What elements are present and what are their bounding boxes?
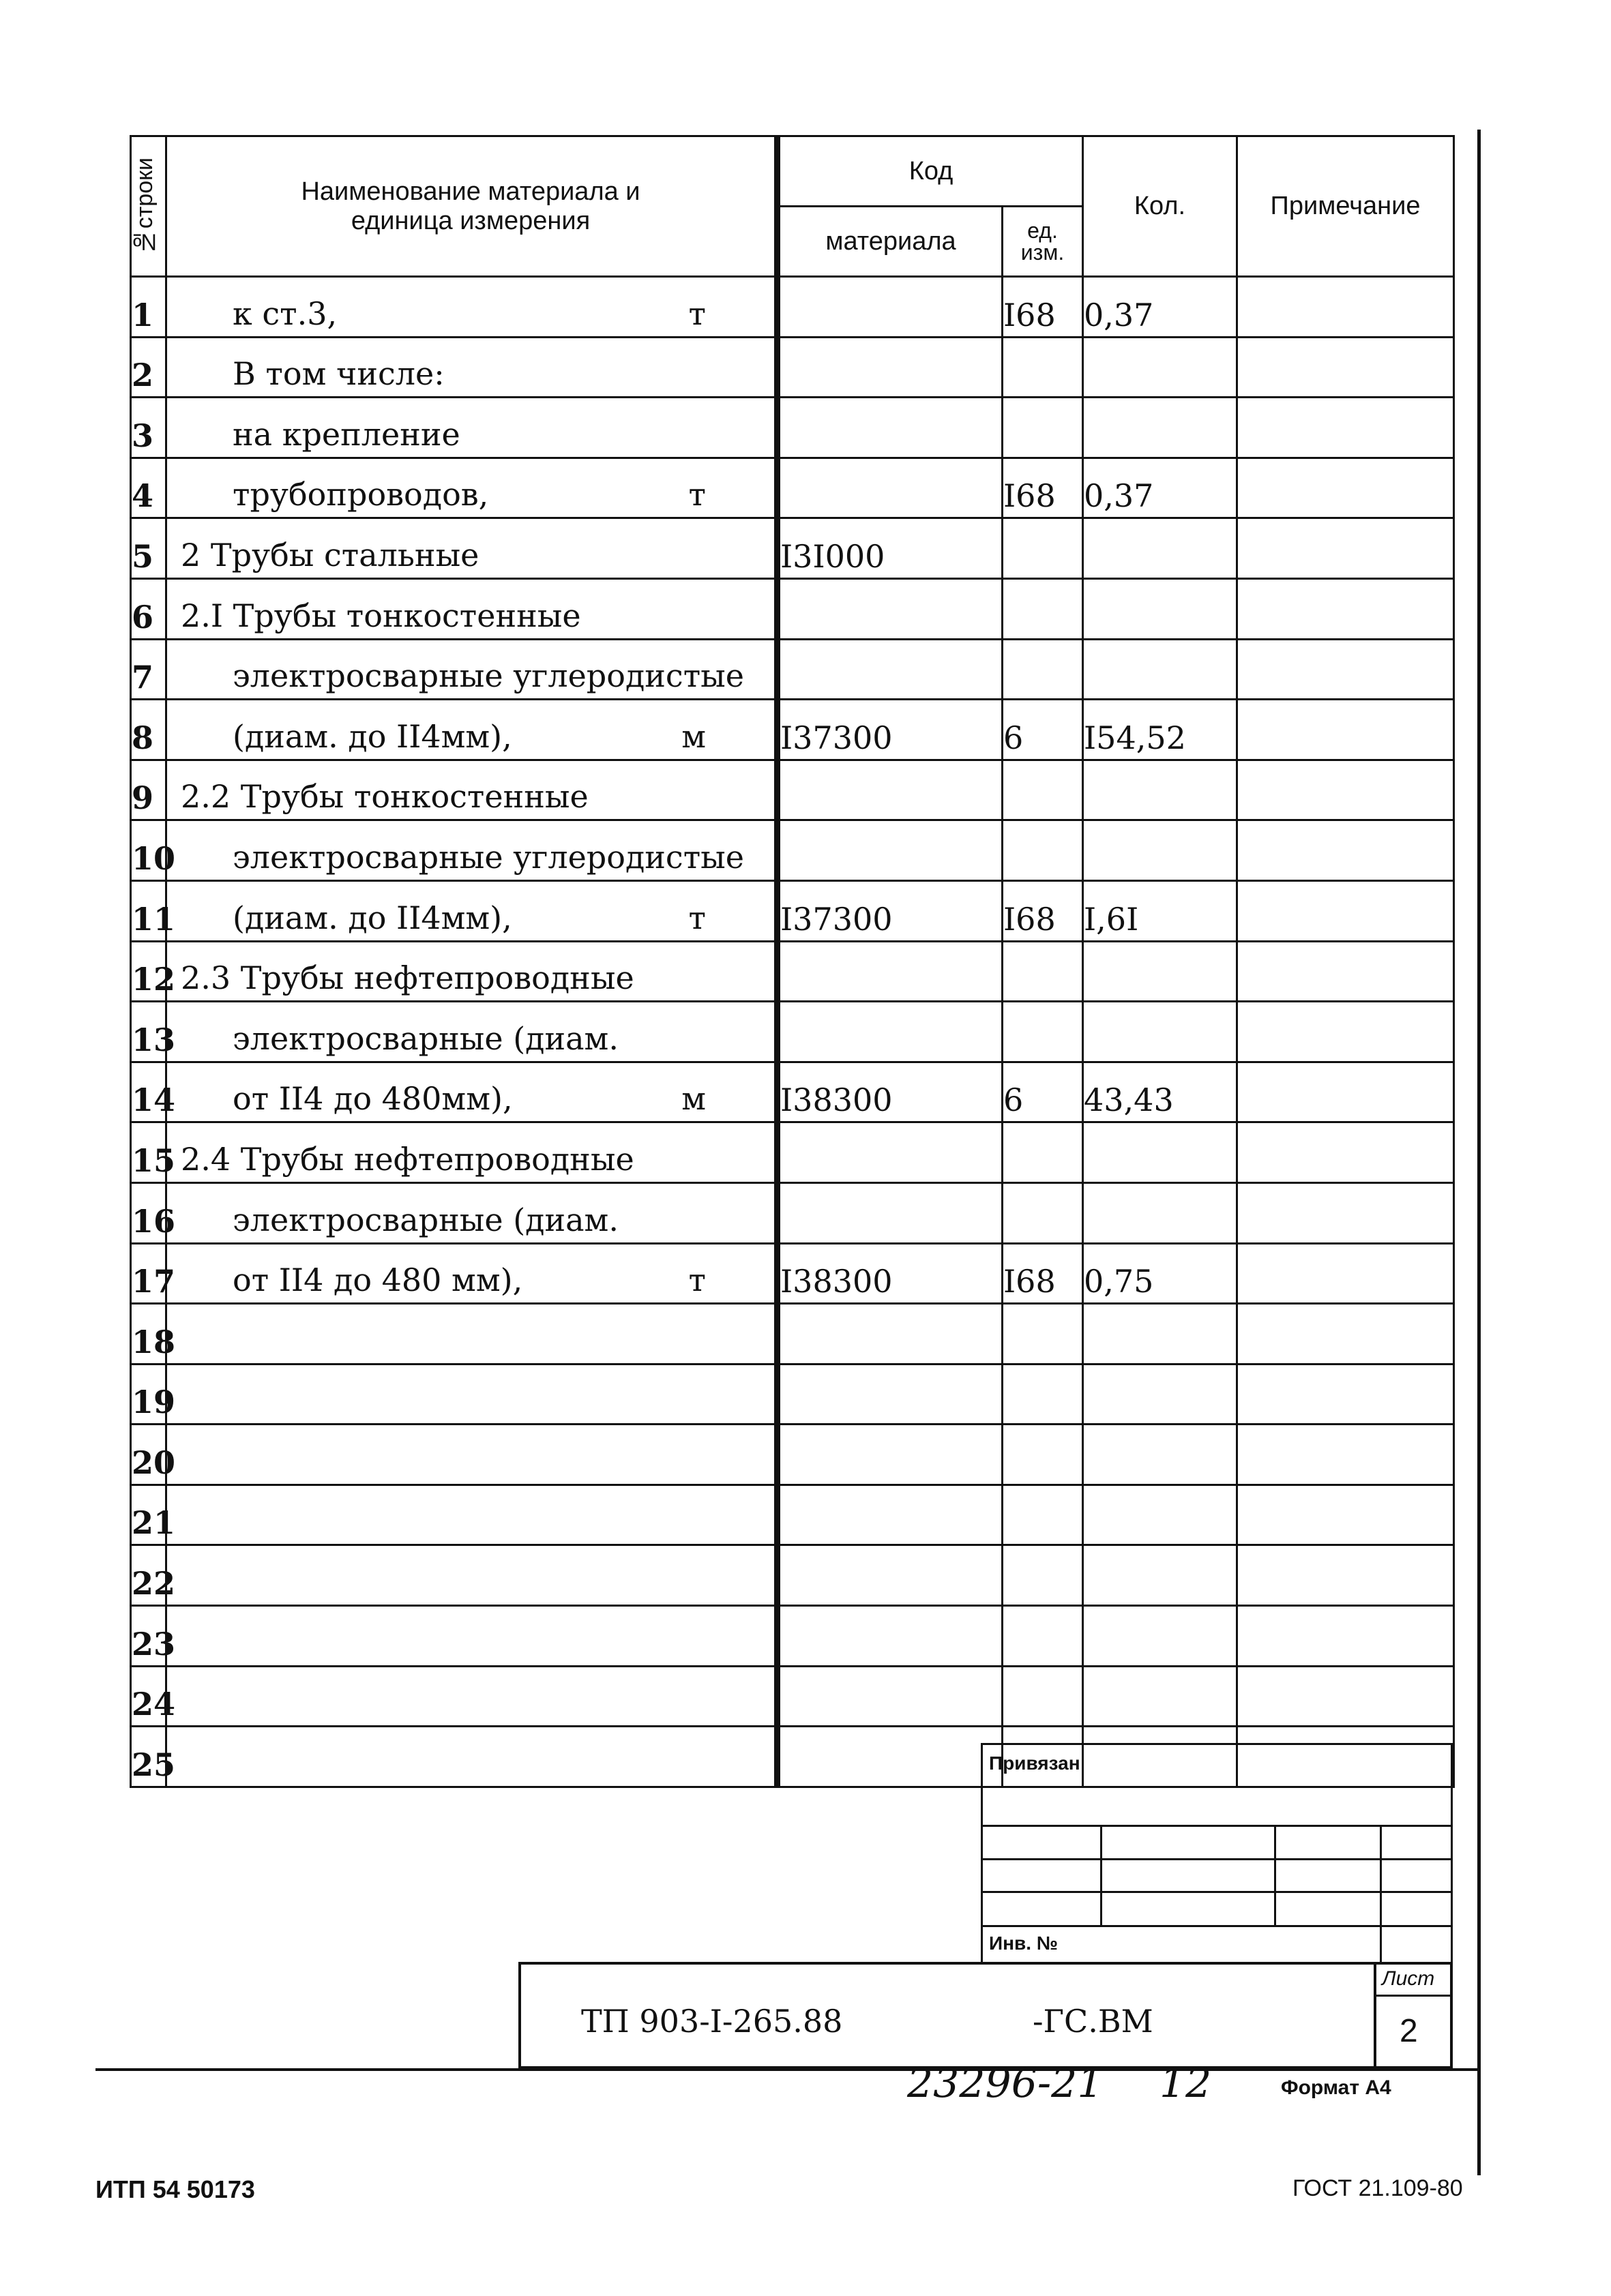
table-row [131,639,1454,700]
table-row [131,1002,1454,1062]
table-row [131,820,1454,881]
header-name-line1: Наименование материала и [301,177,640,206]
row-name-cell [166,1545,778,1606]
row-unit-code [1003,820,1083,881]
row-note [1237,1062,1454,1122]
document-code: ТП 903-I-265.88 [581,2003,843,2040]
row-material-code: I38300 [778,1062,1003,1122]
header-row-number-label: №строки [132,158,158,255]
row-quantity: 0,37 [1083,277,1237,338]
row-unit-code [1003,1122,1083,1183]
row-unit-code [1003,1485,1083,1545]
format-label: Формат А4 [1281,2076,1391,2099]
stamp-inv-label: Инв. № [989,1933,1059,1954]
row-name-cell [166,1062,778,1122]
row-material-code [778,458,1003,518]
row-unit-code [1003,578,1083,639]
row-note [1237,1666,1454,1727]
table-row [131,1666,1454,1727]
row-material-code [778,337,1003,398]
sheet-label: Лист [1382,1967,1435,1990]
row-name: 2.I Трубы тонкостенные [181,597,581,634]
title-block [518,1962,1453,2069]
row-quantity [1083,518,1237,579]
row-name-cell [166,578,778,639]
header-code-unit [1003,207,1083,277]
row-number: 24 [131,1666,166,1727]
row-note [1237,458,1454,518]
row-name-cell [166,518,778,579]
table-row [131,1606,1454,1667]
row-note [1237,1182,1454,1243]
row-quantity [1083,760,1237,820]
row-unit-code [1003,1545,1083,1606]
row-number: 10 [131,820,166,881]
row-material-code [778,1545,1003,1606]
row-unit-code: I68 [1003,277,1083,338]
row-number: 16 [131,1182,166,1243]
row-unit-code [1003,1425,1083,1485]
table-row [131,337,1454,398]
table-row [131,277,1454,338]
document-suffix: -ГС.ВМ [1033,2003,1153,2040]
row-number: 19 [131,1364,166,1425]
row-name: трубопроводов, [233,476,489,513]
row-material-code [778,1304,1003,1365]
row-quantity: 43,43 [1083,1062,1237,1122]
row-note [1237,337,1454,398]
row-number: 15 [131,1122,166,1183]
row-quantity [1083,1545,1237,1606]
row-quantity [1083,941,1237,1002]
header-code-unit-line1: ед. [1027,218,1058,243]
row-name: 2.4 Трубы нефтепроводные [181,1140,634,1178]
row-name: электросварные (диам. [233,1201,619,1238]
row-material-code [778,760,1003,820]
row-material-code [778,578,1003,639]
row-quantity [1083,639,1237,700]
row-name: электросварные углеродистые [233,657,744,695]
stamp-cell [982,1859,1102,1892]
table-row [131,1425,1454,1485]
row-unit-code [1003,1304,1083,1365]
row-quantity [1083,1002,1237,1062]
row-name: 2.3 Трубы нефтепроводные [181,959,634,997]
row-material-code [778,1727,1003,1787]
row-number: 20 [131,1425,166,1485]
row-name-cell [166,1666,778,1727]
row-name: на крепление [233,415,460,453]
row-number: 3 [131,398,166,458]
row-note [1237,1485,1454,1545]
table-row [131,1062,1454,1122]
row-unit-code: 6 [1003,1062,1083,1122]
stamp-cell [1381,1859,1452,1892]
row-note [1237,578,1454,639]
row-material-code [778,1002,1003,1062]
row-note [1237,1243,1454,1304]
row-material-code [778,1425,1003,1485]
row-unit-code: I68 [1003,458,1083,518]
row-quantity [1083,337,1237,398]
row-material-code: I37300 [778,700,1003,760]
header-code-material: материала [778,207,1003,277]
row-number: 23 [131,1606,166,1667]
row-name-cell [166,1485,778,1545]
row-quantity [1083,820,1237,881]
row-quantity [1083,1182,1237,1243]
row-unit-code [1003,337,1083,398]
row-unit-code [1003,1002,1083,1062]
sheet-divider [1376,1995,1450,1997]
header-name-line2: единица измерения [351,206,591,235]
row-unit-code [1003,760,1083,820]
row-unit: м [681,717,706,755]
stamp-cell [1275,1859,1381,1892]
row-note [1237,1425,1454,1485]
row-note [1237,941,1454,1002]
row-quantity [1083,1666,1237,1727]
row-unit: т [688,899,706,936]
table-row [131,518,1454,579]
page-edge-line [1477,130,1481,2175]
row-material-code [778,277,1003,338]
row-note [1237,1002,1454,1062]
row-name: 2 Трубы стальные [181,536,479,573]
table-row [131,1364,1454,1425]
row-quantity [1083,1425,1237,1485]
row-name-cell [166,639,778,700]
table-row [131,458,1454,518]
table-row [131,941,1454,1002]
row-note [1237,1606,1454,1667]
row-number: 12 [131,941,166,1002]
row-unit-code [1003,941,1083,1002]
row-quantity: 0,75 [1083,1243,1237,1304]
row-material-code [778,820,1003,881]
row-number: 21 [131,1485,166,1545]
row-note [1237,880,1454,941]
header-code: Код [778,136,1083,207]
stamp-cell [1102,1826,1275,1859]
stamp-cell [982,1892,1102,1926]
header-code-unit-line2: изм. [1020,240,1065,265]
row-material-code [778,1666,1003,1727]
row-material-code [778,1122,1003,1183]
stamp-cell [982,1826,1102,1859]
row-unit-code: I68 [1003,1243,1083,1304]
stamp-cell [1381,1826,1452,1859]
stamp-cell [1381,1926,1452,1963]
row-name: от II4 до 480 мм), [233,1262,523,1299]
row-name: (диам. до II4мм), [233,899,512,936]
row-unit-code [1003,639,1083,700]
header-row-number [131,136,166,277]
row-name: от II4 до 480мм), [233,1080,513,1118]
handwritten-number: 23296-21 [907,2059,1104,2107]
table-row [131,1182,1454,1243]
row-name-cell [166,337,778,398]
row-name-cell [166,1304,778,1365]
row-number: 14 [131,1062,166,1122]
row-name-cell [166,1122,778,1183]
row-name-cell [166,1182,778,1243]
row-name-cell [166,1606,778,1667]
row-name: электросварные (диам. [233,1019,619,1057]
row-name-cell [166,398,778,458]
row-name-cell [166,700,778,760]
sheet-number: 2 [1400,2013,1418,2049]
row-name-cell [166,1727,778,1787]
row-number: 11 [131,880,166,941]
row-unit-code [1003,398,1083,458]
row-number: 4 [131,458,166,518]
row-quantity [1083,398,1237,458]
row-quantity [1083,1364,1237,1425]
row-name-cell [166,1425,778,1485]
row-number: 8 [131,700,166,760]
row-note [1237,639,1454,700]
stamp-cell [1102,1892,1275,1926]
row-note [1237,1545,1454,1606]
row-note [1237,1364,1454,1425]
row-note [1237,1304,1454,1365]
row-note [1237,1122,1454,1183]
row-note [1237,700,1454,760]
row-name-cell [166,458,778,518]
row-unit-code [1003,518,1083,579]
sheet-box [1374,1965,1450,2069]
row-number: 2 [131,337,166,398]
handwritten-page: 12 [1159,2059,1212,2107]
row-quantity [1083,578,1237,639]
row-unit-code: I68 [1003,880,1083,941]
binding-stamp-grid [981,1743,1453,1965]
itp-code: ИТП 54 50173 [95,2175,255,2203]
row-name-cell [166,1364,778,1425]
table-row [131,1243,1454,1304]
row-note [1237,398,1454,458]
row-material-code: I3I000 [778,518,1003,579]
row-number: 1 [131,277,166,338]
row-number: 6 [131,578,166,639]
row-material-code [778,1182,1003,1243]
row-name-cell [166,277,778,338]
row-quantity [1083,1122,1237,1183]
row-material-code [778,398,1003,458]
row-note [1237,277,1454,338]
row-unit: т [688,295,706,332]
table-row [131,1485,1454,1545]
binding-stamp [981,1743,1453,1965]
row-number: 25 [131,1727,166,1787]
row-unit: м [681,1080,706,1118]
row-unit-code: 6 [1003,700,1083,760]
row-unit-code [1003,1606,1083,1667]
stamp-bound-label: Привязан [989,1753,1080,1774]
gost-reference: ГОСТ 21.109-80 [1292,2175,1463,2201]
row-number: 5 [131,518,166,579]
row-name-cell [166,880,778,941]
table-row [131,578,1454,639]
row-note [1237,760,1454,820]
row-name-cell [166,1243,778,1304]
row-number: 9 [131,760,166,820]
stamp-cell [1102,1859,1275,1892]
table-row [131,700,1454,760]
frame-bottom-line [95,2068,1480,2071]
row-name: к ст.3, [233,295,338,332]
row-number: 13 [131,1002,166,1062]
row-name-cell [166,820,778,881]
header-note: Примечание [1237,136,1454,277]
row-unit-code [1003,1666,1083,1727]
row-unit: т [688,1262,706,1299]
header-qty: Кол. [1083,136,1237,277]
table-row [131,398,1454,458]
row-quantity [1083,1304,1237,1365]
table-row [131,1122,1454,1183]
row-unit-code [1003,1182,1083,1243]
table-row [131,1304,1454,1365]
row-number: 22 [131,1545,166,1606]
row-note [1237,820,1454,881]
row-quantity: 0,37 [1083,458,1237,518]
stamp-cell [1275,1826,1381,1859]
stamp-cell [1381,1892,1452,1926]
row-quantity [1083,1606,1237,1667]
row-name: электросварные углеродистые [233,838,744,876]
materials-table [130,135,1455,1788]
table-row [131,880,1454,941]
header-name [166,136,778,277]
row-quantity [1083,1485,1237,1545]
row-number: 7 [131,639,166,700]
row-quantity: I54,52 [1083,700,1237,760]
row-material-code: I37300 [778,880,1003,941]
row-material-code [778,1606,1003,1667]
row-unit-code [1003,1364,1083,1425]
table-row [131,1545,1454,1606]
row-number: 17 [131,1243,166,1304]
row-material-code: I38300 [778,1243,1003,1304]
row-note [1237,518,1454,579]
row-name: В том числе: [233,355,445,393]
row-name-cell [166,1002,778,1062]
row-name: 2.2 Трубы тонкостенные [181,778,589,816]
row-number: 18 [131,1304,166,1365]
row-name: (диам. до II4мм), [233,717,512,755]
table-row [131,760,1454,820]
row-unit: т [688,476,706,513]
row-material-code [778,941,1003,1002]
row-material-code [778,1364,1003,1425]
row-material-code [778,1485,1003,1545]
stamp-cell [1275,1892,1381,1926]
row-quantity: I,6I [1083,880,1237,941]
row-material-code [778,639,1003,700]
row-name-cell [166,760,778,820]
row-name-cell [166,941,778,1002]
